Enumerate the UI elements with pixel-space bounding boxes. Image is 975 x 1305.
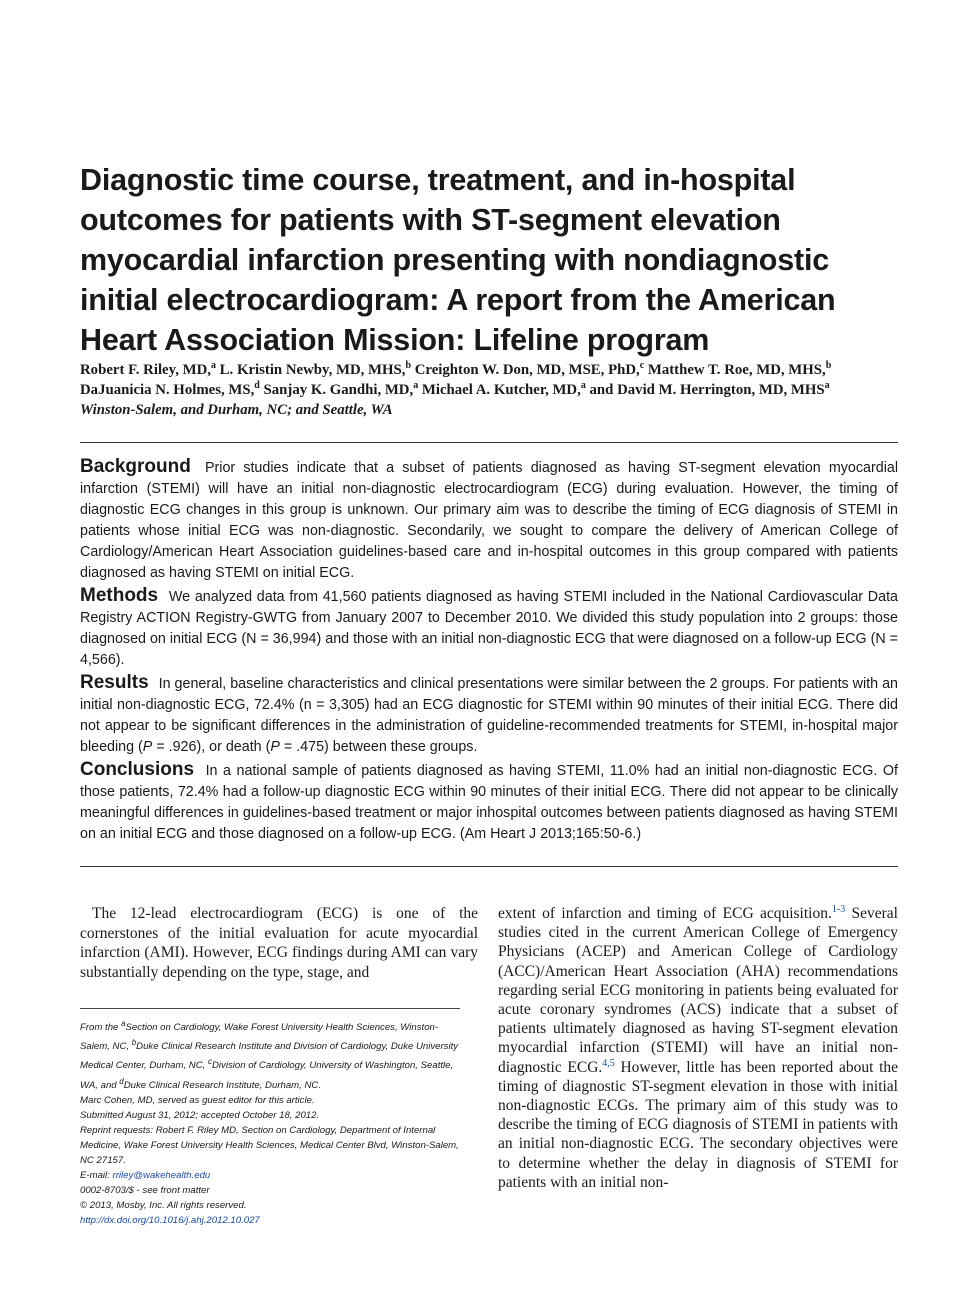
abstract-bottom-rule [80, 866, 898, 867]
footnotes [80, 1016, 460, 1228]
affiliation-marker: a [413, 380, 419, 392]
author-name: Creighton W. Don, MD, MSE, PhD, [414, 362, 640, 378]
abstract-text: = .926), or death ( [152, 739, 271, 755]
abstract-text: In a national sample of patients diagnosed as having STEMI, 11.0% had an initial non-diagnostic ECG. Of those patients, 72.4% had a follow-up diagnostic ECG within 90 minutes of their initial ECG. There did not appear to be clinically meaningful differences in guidelines-based treatment or major inhospital outcomes between patients diagnosed as having STEMI on an initial ECG and those diagnosed on a follow-up ECG. (Am Heart J 2013;165:50-6.) [80, 763, 898, 842]
footnote-text: From the [80, 1022, 122, 1034]
abstract-methods [80, 585, 898, 671]
citation-link[interactable]: 1-3 [831, 903, 846, 915]
affiliation-marker: c [639, 360, 645, 372]
email-line [80, 1168, 460, 1183]
body-text: extent of infarction and timing of ECG acquisition. [498, 905, 832, 922]
author-name: and David M. Herrington, MD, MHS [589, 382, 825, 398]
affiliation-marker: d [254, 380, 260, 392]
author-name: Michael A. Kutcher, MD, [421, 382, 581, 398]
body-column-right [498, 904, 898, 1192]
affiliation-marker: d [119, 1076, 124, 1086]
footnote-text: Duke Clinical Research Institute and Division of Cardiology, Duke University Medical Center, Durham, NC, [80, 1041, 459, 1072]
abstract [80, 456, 898, 846]
article-page [80, 0, 898, 1305]
abstract-heading: Background [80, 456, 191, 477]
citation-link[interactable]: 4,5 [602, 1057, 615, 1069]
affiliation-marker: a [580, 380, 586, 392]
issn-line: 0002-8703/$ - see front matter [80, 1184, 210, 1196]
footnote-text: Division of Cardiology, University of Washington, Seattle, WA, and [80, 1060, 454, 1091]
article-title: Diagnostic time course, treatment, and in-hospital outcomes for patients with ST-segment elevation myocardial infarction presenting with nondiagnostic initial electrocardiogram: A report from the American Heart Association Mission: Lifeline program [80, 163, 836, 357]
abstract-text: In general, baseline characteristics and clinical presentations were similar between the 2 groups. For patients with an initial non-diagnostic ECG, 72.4% (n = 3,305) had an ECG diagnostic for STEMI within 90 minutes of their initial ECG. There did not appear to be significant differences in the administration of guideline-recommended treatments for STEMI, in-hospital major bleeding ( [80, 676, 898, 755]
email-label: E-mail: [80, 1169, 113, 1181]
body-text: However, little has been reported about the timing of diagnostic ST-segment elevation in those with initial non-diagnostic ECGs. The primary aim of this study was to describe the timing of ECG diagnosis of STEMI in patients with an initial non-diagnostic ECG. The secondary objectives were to determine whether the delay in diagnosis of STEMI for patients with an initial non- [498, 1058, 898, 1191]
author-name: Sanjay K. Gandhi, MD, [263, 382, 414, 398]
author-name: Matthew T. Roe, MD, MHS, [647, 362, 826, 378]
affiliation-marker: a [824, 380, 830, 392]
p-value-symbol: P [270, 739, 280, 755]
footnote-text: Duke Clinical Research Institute, Durham, NC. [123, 1079, 322, 1091]
affiliation-marker: a [121, 1019, 126, 1028]
affiliation-marker: c [207, 1057, 212, 1067]
affiliation-locations: Winston-Salem, and Durham, NC; and Seattle, WA [80, 402, 393, 418]
author-list [80, 360, 898, 420]
author-name: L. Kristin Newby, MD, MHS, [219, 362, 406, 378]
author-name: Robert F. Riley, MD, [80, 362, 211, 378]
body-column-left: The 12-lead electrocardiogram (ECG) is one of the cornerstones of the initial evaluation for acute myocardial infarction (AMI). However, ECG findings during AMI can vary substantially depending on the type, stage, and [80, 905, 478, 981]
author-line-1 [80, 360, 898, 380]
affiliation-marker: b [131, 1038, 137, 1048]
copyright-line: © 2013, Mosby, Inc. All rights reserved. [80, 1199, 247, 1211]
abstract-heading: Methods [80, 585, 159, 606]
affiliation-marker: a [210, 360, 216, 372]
abstract-text: Prior studies indicate that a subset of patients diagnosed as having ST-segment elevation myocardial infarction (STEMI) will have an initial non-diagnostic electrocardiogram (ECG) during evaluation. However, the timing of diagnostic ECG changes in this group is unknown. Our primary aim was to describe the timing of ECG diagnosis of STEMI in patients whose initial ECG was non-diagnostic. Secondarily, we sought to compare the delivery of American College of Cardiology/American Heart Association guidelines-based care and in-hospital outcomes in this group compared with patients diagnosed as having STEMI on initial ECG. [80, 460, 898, 581]
footnote-rule [80, 1008, 460, 1009]
doi-link[interactable]: http://dx.doi.org/10.1016/j.ahj.2012.10.027 [80, 1214, 260, 1226]
guest-editor-note: Marc Cohen, MD, served as guest editor for this article. [80, 1094, 315, 1106]
reprint-requests: Reprint requests: Robert F. Riley MD, Section on Cardiology, Department of Internal Medicine, Wake Forest University Health Sciences, Medical Center Blvd, Winston-Salem, NC 27157. [80, 1124, 459, 1166]
submission-dates: Submitted August 31, 2012; accepted October 18, 2012. [80, 1109, 320, 1121]
doi-line [80, 1213, 460, 1228]
body-text: Several studies cited in the current American College of Emergency Physicians (ACEP) and American College of Cardiology (ACC)/American Heart Association (AHA) recommendations regarding serial ECG monitoring in patients being evaluated for acute coronary syndromes (ACS) indicate that a subset of patients ultimately diagnosed as having ST-segment elevation myocardial infarction (STEMI) will have an initial non-diagnostic ECG. [498, 905, 898, 1076]
abstract-top-rule [80, 442, 898, 443]
p-value-symbol: P [142, 739, 153, 755]
affiliation-marker: b [825, 360, 832, 372]
abstract-results [80, 672, 898, 758]
abstract-heading: Conclusions [80, 759, 195, 780]
abstract-conclusions [80, 759, 898, 845]
abstract-background [80, 456, 898, 584]
author-name: DaJuanicia N. Holmes, MS, [80, 382, 255, 398]
author-line-2 [80, 380, 898, 400]
affiliations-footnote [80, 1016, 460, 1093]
abstract-heading: Results [80, 672, 149, 693]
abstract-text: = .475) between these groups. [279, 739, 478, 755]
affiliation-marker: b [405, 360, 412, 372]
footnote-text: Section on Cardiology, Wake Forest University Health Sciences, Winston-Salem, NC, [80, 1022, 439, 1053]
abstract-text: We analyzed data from 41,560 patients diagnosed as having STEMI included in the National Cardiovascular Data Registry ACTION Registry-GWTG from January 2007 to December 2010. We divided this study population into 2 groups: those diagnosed on initial ECG (N = 36,994) and those with an initial non-diagnostic ECG that were diagnosed on a follow-up ECG (N = 4,566). [80, 589, 898, 668]
email-link[interactable]: rriley@wakehealth.edu [112, 1169, 211, 1181]
